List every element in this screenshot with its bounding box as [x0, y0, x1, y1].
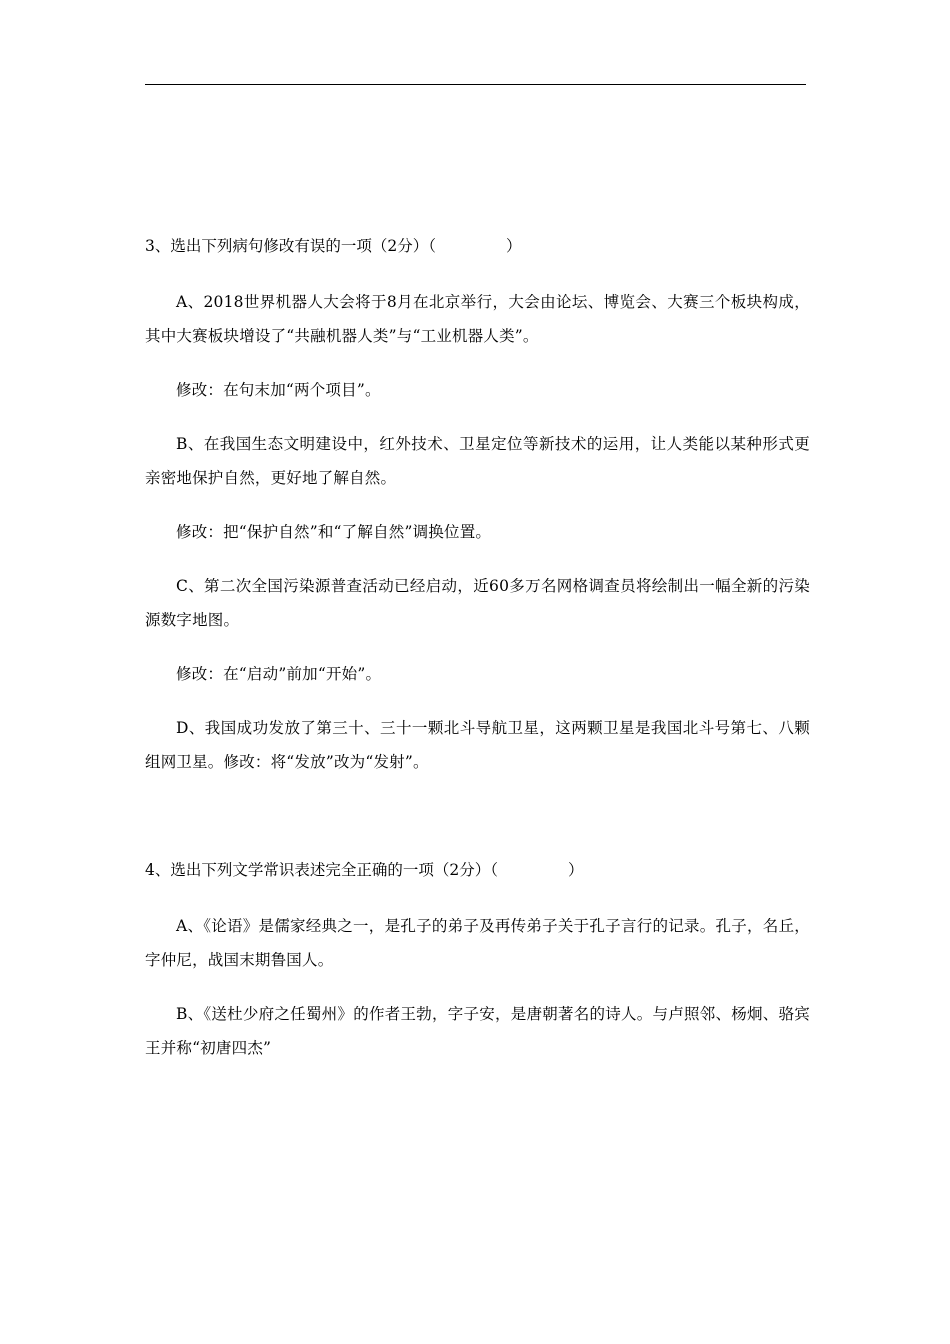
question-4-stem — [145, 853, 810, 887]
question-3-stem-text: 3、选出下列病句修改有误的一项（2分）（ — [145, 237, 436, 255]
question-3-option-c-revision: 修改：在“启动”前加“开始”。 — [176, 665, 382, 683]
document-body — [145, 229, 810, 1065]
question-3-option-d: D、我国成功发放了第三十、三十一颗北斗导航卫星，这两颗卫星是我国北斗号第七、八颗组网卫星。修改：将“发放”改为“发射”。 — [145, 719, 810, 771]
question-3-option-b-revision: 修改：把“保护自然”和“了解自然”调换位置。 — [176, 523, 492, 541]
question-4-stem-close: ） — [567, 861, 584, 879]
question-4-stem-text: 4、选出下列文学常识表述完全正确的一项（2分）（ — [145, 861, 498, 879]
question-3-option-a-revision: 修改：在句末加“两个项目”。 — [176, 381, 381, 399]
question-3-stem — [145, 229, 810, 263]
question-3-option-a: A、2018世界机器人大会将于8月在北京举行，大会由论坛、博览会、大赛三个板块构成，其中大赛板块增设了“共融机器人类”与“工业机器人类”。 — [145, 293, 810, 345]
question-4-option-a: A、《论语》是儒家经典之一，是孔子的弟子及再传弟子关于孔子言行的记录。孔子，名丘，字仲尼，战国末期鲁国人。 — [145, 917, 810, 969]
header-rule — [145, 84, 806, 85]
question-3-option-c: C、第二次全国污染源普查活动已经启动，近60多万名网格调查员将绘制出一幅全新的污染源数字地图。 — [145, 577, 810, 629]
question-3-option-b: B、在我国生态文明建设中，红外技术、卫星定位等新技术的运用，让人类能以某种形式更亲密地保护自然，更好地了解自然。 — [145, 435, 810, 487]
question-4-option-b: B、《送杜少府之任蜀州》的作者王勃，字子安，是唐朝著名的诗人。与卢照邻、杨炯、骆宾王并称“初唐四杰” — [145, 1005, 810, 1057]
question-3-stem-close: ） — [505, 237, 522, 255]
